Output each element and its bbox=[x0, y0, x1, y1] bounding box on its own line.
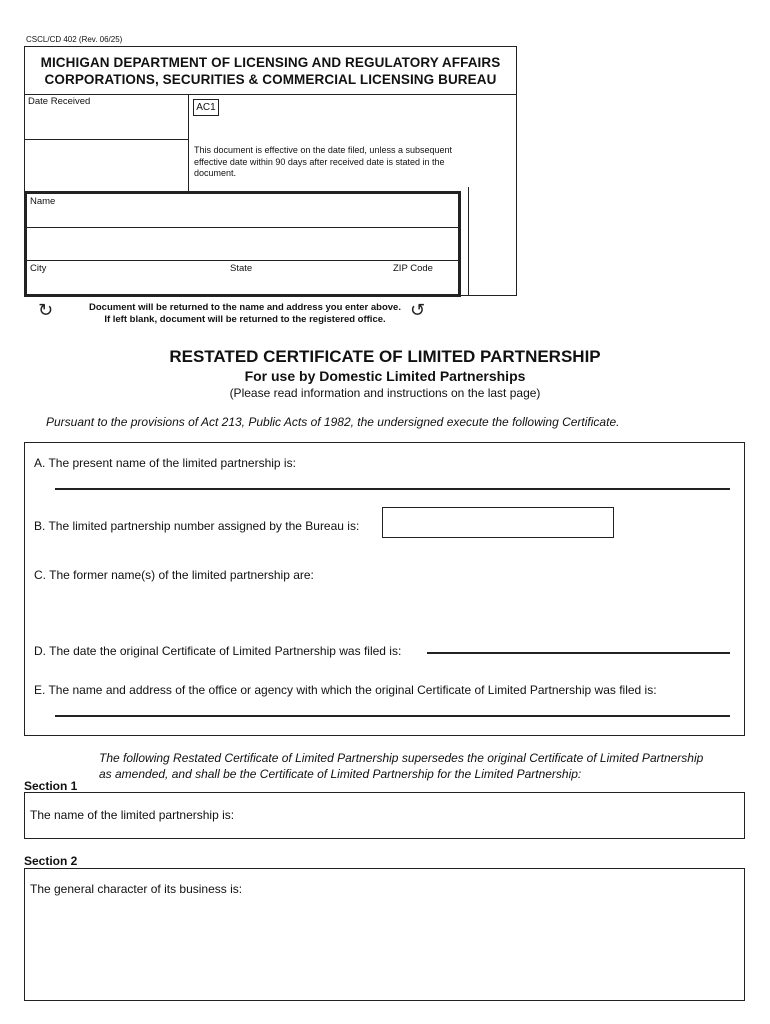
ac1-box: AC1 bbox=[193, 99, 219, 116]
return-notice-line-2: If left blank, document will be returned to the registered office. bbox=[104, 314, 386, 325]
section-2-title: Section 2 bbox=[24, 854, 78, 868]
state-label: State bbox=[230, 263, 253, 274]
department-line-1: MICHIGAN DEPARTMENT OF LICENSING AND REGULATORY AFFAIRS bbox=[40, 55, 501, 70]
item-b-label: B. The limited partnership number assigned by the Bureau is: bbox=[34, 519, 360, 533]
inner-right-line bbox=[468, 187, 469, 296]
address-field[interactable] bbox=[27, 229, 458, 259]
item-a-label: A. The present name of the limited partnership is: bbox=[34, 456, 296, 470]
city-label: City bbox=[30, 263, 47, 274]
pursuant-statement: Pursuant to the provisions of Act 213, Public Acts of 1982, the undersigned execute the following Certificate. bbox=[46, 415, 620, 429]
return-notice-line-1: Document will be returned to the name and address you enter above. bbox=[89, 302, 401, 313]
item-c-label: C. The former name(s) of the limited partnership are: bbox=[34, 568, 314, 582]
return-arrow-left-icon: ↻ bbox=[38, 300, 54, 320]
return-notice bbox=[60, 302, 430, 326]
document-title: RESTATED CERTIFICATE OF LIMITED PARTNERSHIP bbox=[169, 347, 601, 366]
partnership-number-field[interactable] bbox=[382, 507, 614, 538]
name-field[interactable] bbox=[27, 208, 458, 226]
city-state-zip-field[interactable] bbox=[27, 275, 458, 293]
section-2-text: The general character of its business is: bbox=[30, 882, 243, 896]
supersede-statement: The following Restated Certificate of Limited Partnership supersedes the original Certificate of Limited Partnership as amended, and shall be the Certificate of Limited Partnership for the Limited Partnership: bbox=[99, 751, 704, 781]
item-d-label: D. The date the original Certificate of Limited Partnership was filed is: bbox=[34, 644, 402, 658]
former-names-field[interactable] bbox=[55, 585, 730, 635]
original-filing-date-field[interactable] bbox=[427, 638, 730, 652]
name-label: Name bbox=[30, 196, 56, 207]
item-d-line bbox=[427, 652, 730, 654]
address-divider bbox=[27, 260, 458, 261]
original-filing-office-field[interactable] bbox=[55, 697, 730, 715]
date-received-field[interactable] bbox=[24, 100, 188, 138]
header-divider bbox=[24, 94, 517, 95]
department-header bbox=[24, 54, 517, 88]
right-border bbox=[516, 94, 517, 296]
instructions-note: (Please read information and instructions on the last page) bbox=[229, 386, 541, 400]
department-line-2: CORPORATIONS, SECURITIES & COMMERCIAL LICENSING BUREAU bbox=[44, 72, 497, 87]
item-e-line bbox=[55, 715, 730, 717]
name-divider bbox=[27, 227, 458, 228]
present-name-field[interactable] bbox=[55, 470, 730, 488]
return-arrow-right-icon: ↺ bbox=[410, 300, 426, 320]
date-received-divider bbox=[24, 139, 188, 140]
effective-date-text: This document is effective on the date filed, unless a subsequent effective date within 90 days after received date is stated in the document. bbox=[194, 145, 452, 178]
date-received-label: Date Received bbox=[28, 96, 91, 107]
zip-label: ZIP Code bbox=[393, 263, 433, 274]
section-1-text: The name of the limited partnership is: bbox=[30, 808, 235, 822]
filing-divider bbox=[188, 94, 189, 191]
section-1-title: Section 1 bbox=[24, 779, 78, 793]
form-number: CSCL/CD 402 (Rev. 06/25) bbox=[26, 35, 123, 44]
bottom-right-line bbox=[461, 295, 517, 296]
document-subtitle: For use by Domestic Limited Partnerships bbox=[244, 368, 526, 384]
item-e-label: E. The name and address of the office or agency with which the original Certificate of Limited Partnership was filed is: bbox=[34, 683, 657, 697]
item-a-line bbox=[55, 488, 730, 490]
